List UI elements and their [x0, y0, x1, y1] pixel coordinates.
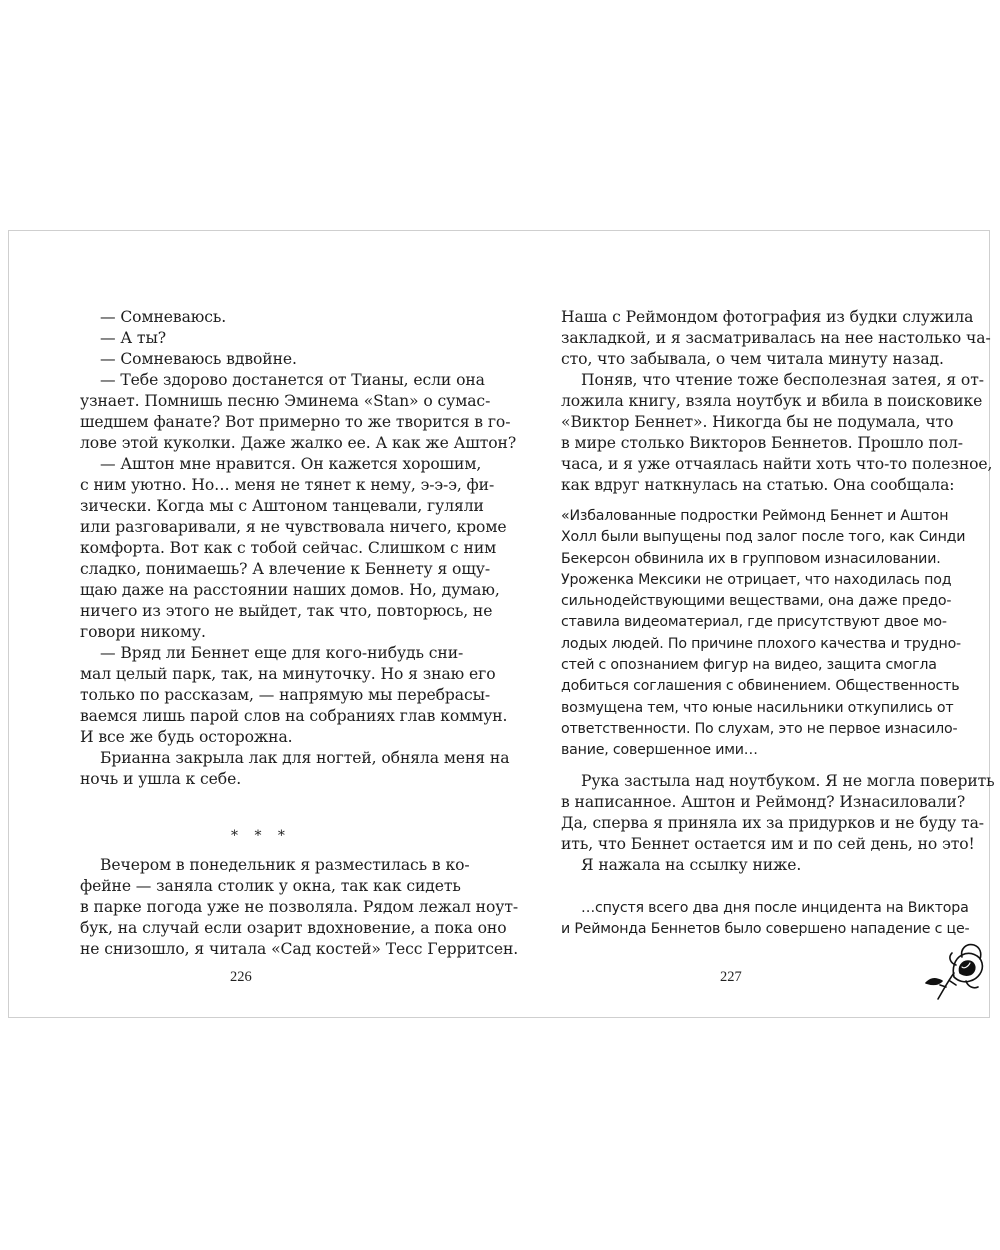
text-line: Я нажала на ссылку ниже.	[581, 856, 802, 874]
right-page-text-block-1	[561, 307, 993, 496]
left-page-text-block-1	[80, 307, 517, 790]
page-number-left: 226	[230, 969, 252, 985]
page-number-right: 227	[720, 969, 742, 985]
text-line: мал целый парк, так, на минуточку. Но я знаю его	[80, 665, 496, 683]
text-line: вание, совершенное ими…	[561, 742, 758, 759]
text-line: ить, что Беннет остается им и по сей день, но это!	[561, 835, 975, 853]
text-line: «Виктор Беннет». Никогда бы не подумала, что	[561, 413, 954, 431]
text-line: …спустя всего два дня после инцидента на Виктора	[581, 900, 969, 916]
text-line: в мире столько Викторов Беннетов. Прошло пол-	[561, 434, 963, 452]
text-line: Брианна закрыла лак для ногтей, обняла меня на	[100, 749, 510, 767]
text-line: «Избалованные подростки Реймонд Беннет и Аштон	[561, 508, 949, 524]
text-line: добиться соглашения с обвинением. Общественность	[561, 678, 960, 695]
text-line: зически. Когда мы с Аштоном танцевали, гуляли	[80, 497, 484, 515]
text-line: часа, и я уже отчаялась найти хоть что-то полезное,	[561, 455, 993, 473]
text-line: узнает. Помнишь песню Эминема «Stan» о сумас-	[80, 392, 491, 410]
text-line: ставила видеоматериал, где присутствуют двое мо-	[561, 614, 947, 631]
text-line: закладкой, и я засматривалась на нее настолько ча-	[561, 329, 991, 347]
text-line: в написанное. Аштон и Реймонд? Изнасиловали?	[561, 793, 966, 811]
text-line: сильнодействующими веществами, она даже предо-	[561, 593, 952, 610]
book-spread	[8, 230, 995, 1018]
text-line: ночь и ушла к себе.	[80, 770, 242, 788]
right-page	[500, 231, 995, 1017]
text-line: Да, сперва я приняла их за придурков и не буду та-	[561, 814, 984, 832]
left-page	[9, 231, 519, 1017]
text-line: — А ты?	[100, 329, 167, 347]
text-line: И все же будь осторожна.	[80, 728, 293, 746]
text-line: лодых людей. По причине плохого качества и трудно-	[561, 635, 961, 652]
left-page-text-block-2	[80, 855, 519, 960]
text-line: Наша с Реймондом фотография из будки служила	[561, 308, 974, 326]
text-line: как вдруг наткнулась на статью. Она сообщала:	[561, 476, 955, 494]
text-line: Вечером в понедельник я разместилась в ко-	[100, 856, 470, 874]
text-line: только по рассказам, — напрямую мы перебрасы-	[80, 686, 491, 704]
text-line: ложила книгу, взяла ноутбук и вбила в поисковике	[561, 392, 983, 410]
text-line: Рука застыла над ноутбуком. Я не могла поверить	[581, 772, 995, 790]
text-line: — Сомневаюсь вдвойне.	[100, 350, 297, 368]
text-line: возмущена тем, что юные насильники откупились от	[561, 699, 954, 716]
right-page-text-block-2	[561, 771, 995, 876]
text-line: сто, что забывала, о чем читала минуту назад.	[561, 350, 944, 368]
text-line: с ним уютно. Но… меня не тянет к нему, э-э-э, фи-	[80, 476, 495, 494]
text-line: бук, на случай если озарит вдохновение, а пока оно	[80, 919, 507, 937]
text-line: комфорта. Вот как с тобой сейчас. Слишком с ним	[80, 539, 497, 557]
text-line: лове этой куколки. Даже жалко ее. А как же Аштон?	[80, 434, 517, 452]
text-line: — Сомневаюсь.	[100, 308, 227, 326]
text-line: ничего из этого не выйдет, так что, повторюсь, не	[80, 602, 493, 620]
text-line: Поняв, что чтение тоже бесполезная затея, я от-	[581, 371, 984, 389]
text-line: Уроженка Мексики не отрицает, что находилась под	[561, 571, 952, 588]
rose-icon	[924, 937, 986, 1003]
article-quote-block-2	[561, 898, 970, 941]
text-line: щаю даже на расстоянии наших домов. Но, думаю,	[80, 581, 500, 599]
text-line: — Вряд ли Беннет еще для кого-нибудь сни-	[100, 644, 464, 662]
text-line: сладко, понимаешь? А влечение к Беннету я ощу-	[80, 560, 490, 578]
article-quote-block	[561, 506, 966, 762]
text-line: стей с опознанием фигур на видео, защита смогла	[561, 657, 937, 674]
text-line: фейне — заняла столик у окна, так как сидеть	[80, 877, 461, 895]
text-line: и Реймонда Беннетов было совершено нападение с це-	[561, 921, 970, 938]
text-line: — Аштон мне нравится. Он кажется хорошим,	[100, 455, 482, 473]
text-line: не снизошло, я читала «Сад костей» Тесс Герритсен.	[80, 940, 519, 958]
text-line: в парке погода уже не позволяла. Рядом лежал ноут-	[80, 898, 519, 916]
text-line: Холл были выпущены под залог после того, как Синди	[561, 529, 966, 546]
text-line: ваемся лишь парой слов на собраниях глав коммун.	[80, 707, 508, 725]
text-line: говори никому.	[80, 623, 206, 641]
text-line: или разговаривали, я не чувствовала ничего, кроме	[80, 518, 507, 536]
text-line: Бекерсон обвинила их в групповом изнасиловании.	[561, 550, 941, 567]
text-line: шедшем фанате? Вот примерно то же творится в го-	[80, 413, 511, 431]
text-line: ответственности. По слухам, это не первое изнасило-	[561, 720, 958, 737]
text-line: — Тебе здорово достанется от Тианы, если она	[100, 371, 485, 389]
section-break: * * *	[231, 828, 291, 844]
